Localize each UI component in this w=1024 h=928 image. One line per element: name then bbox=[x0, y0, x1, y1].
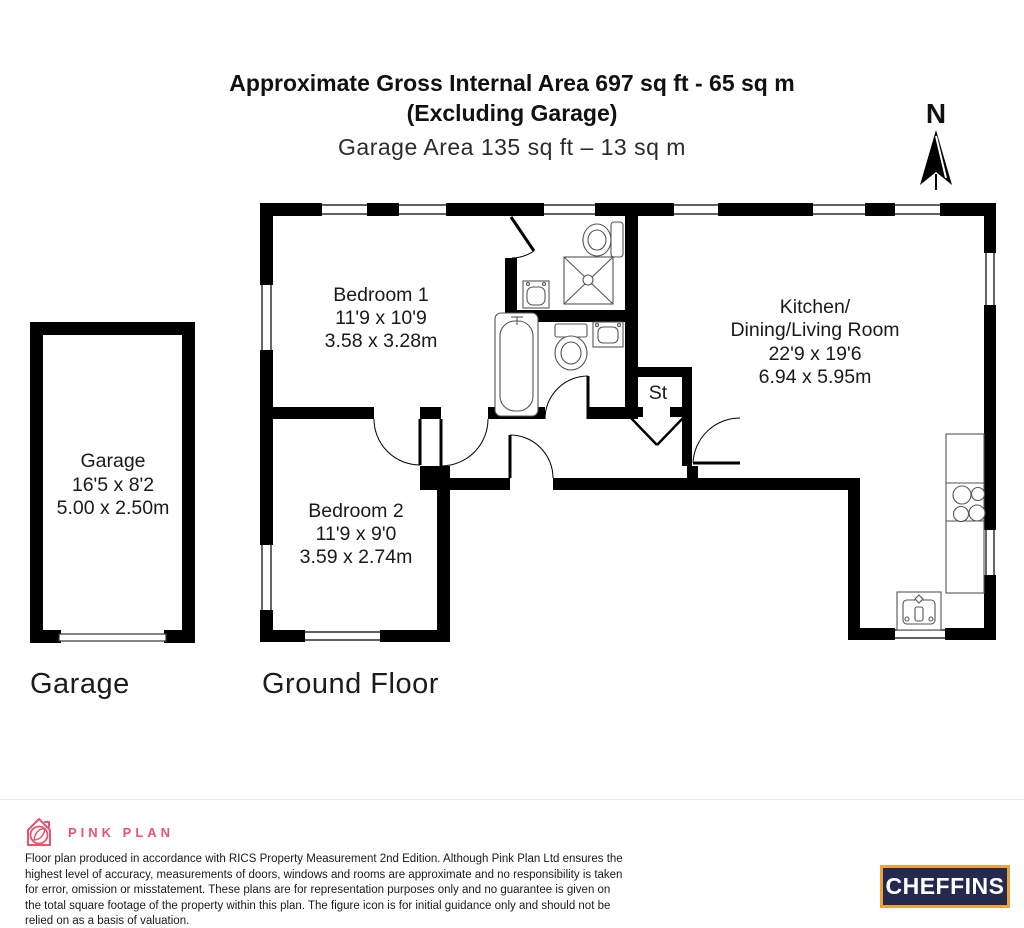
bedroom1-metric: 3.58 x 3.28m bbox=[324, 330, 438, 352]
ensuite-fixtures bbox=[523, 222, 623, 308]
footer-divider bbox=[0, 799, 1024, 800]
pink-plan-brand bbox=[22, 813, 174, 851]
bedroom1-imperial: 11'9 x 10'9 bbox=[335, 307, 427, 329]
title-line1: Approximate Gross Internal Area 697 sq ft - 65 sq m bbox=[229, 70, 795, 96]
garage-room-name: Garage bbox=[80, 450, 146, 472]
disclaimer-text: Floor plan produced in accordance with RICS Property Measurement 2nd Edition. Although Pink Plan Ltd ensures the highest level of accuracy, measurements of doors, windows and rooms are approximate and no responsibility is taken for error, omission or misstatement. These plans are for representation purposes only and no guarantee is given on the total square footage of the property within this plan. The figure icon is for initial guidance only and should not be relied on as a basis of valuation. bbox=[25, 853, 623, 927]
pink-plan-house-icon bbox=[22, 814, 56, 850]
bedroom2-imperial: 11'9 x 9'0 bbox=[315, 523, 397, 545]
kitchen-name-line2: Dining/Living Room bbox=[730, 319, 900, 341]
kitchen-metric: 6.94 x 5.95m bbox=[758, 366, 872, 388]
ground-floor-label: Ground Floor bbox=[262, 668, 439, 700]
pink-plan-wordmark: PINK PLAN bbox=[68, 824, 175, 840]
bedroom2-metric: 3.59 x 2.74m bbox=[299, 546, 413, 568]
kitchen-name-line1: Kitchen/ bbox=[779, 296, 851, 318]
garage-room-metric: 5.00 x 2.50m bbox=[56, 497, 170, 519]
garage-room-imperial: 16'5 x 8'2 bbox=[71, 474, 155, 496]
bedroom2-name: Bedroom 2 bbox=[308, 500, 404, 522]
kitchen-imperial: 22'9 x 19'6 bbox=[768, 343, 862, 365]
north-label: N bbox=[925, 98, 947, 129]
title-line3: Garage Area 135 sq ft – 13 sq m bbox=[338, 133, 686, 160]
title-line2: (Excluding Garage) bbox=[406, 100, 618, 127]
cheffins-wordmark: CHEFFINS bbox=[885, 873, 1005, 899]
kitchen-fixtures bbox=[897, 434, 985, 630]
bathroom-fixtures bbox=[495, 313, 623, 416]
garage-section-label: Garage bbox=[30, 668, 130, 700]
house-walls bbox=[260, 203, 996, 642]
garage-door bbox=[59, 634, 166, 641]
cheffins-logo bbox=[880, 865, 1010, 908]
bedroom1-name: Bedroom 1 bbox=[333, 284, 429, 306]
storage-label: St bbox=[648, 382, 668, 404]
